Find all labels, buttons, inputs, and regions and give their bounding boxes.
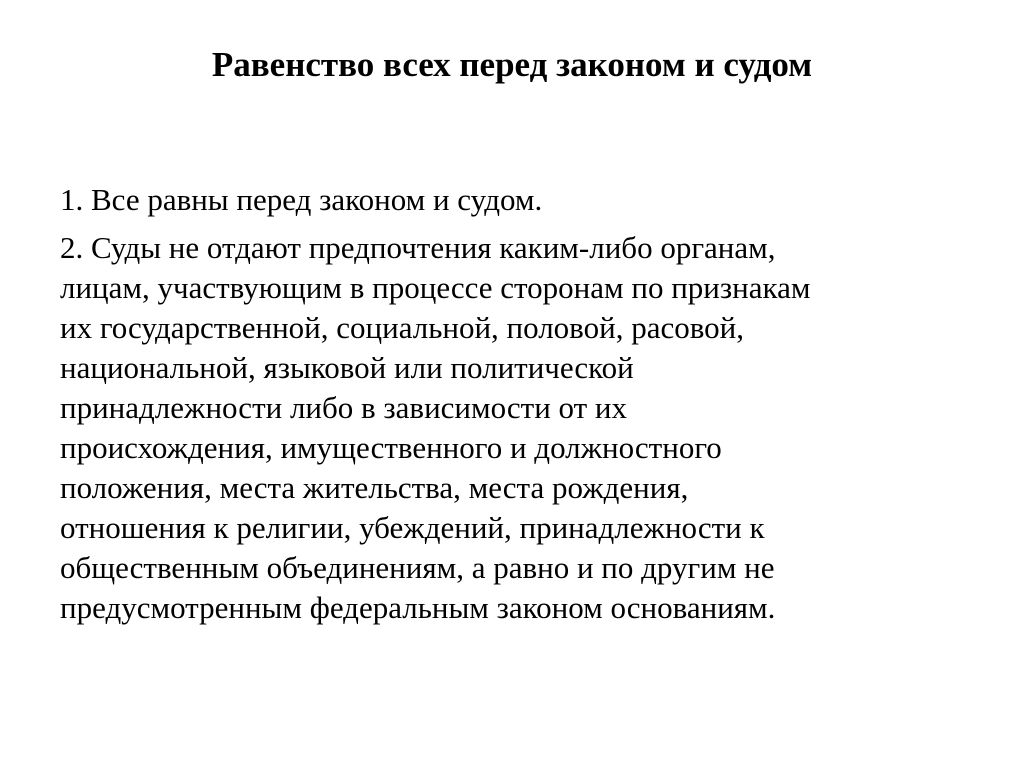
paragraph-2-line: отношения к религии, убеждений, принадлежности к [60, 510, 765, 545]
slide-body [60, 180, 990, 636]
paragraph-2-line: положения, места жительства, места рождения, [60, 470, 689, 505]
paragraph-2-line: 2. Суды не отдают предпочтения каким-либо органам, [60, 230, 776, 265]
paragraph-2-line: национальной, языковой или политической [60, 350, 634, 385]
paragraph-2 [60, 228, 990, 628]
paragraph-1-line: 1. Все равны перед законом и судом. [60, 182, 543, 217]
paragraph-2-line: лицам, участвующим в процессе сторонам по признакам [60, 270, 811, 305]
paragraph-2-line: общественным объединениям, а равно и по другим не [60, 550, 775, 585]
paragraph-2-line: принадлежности либо в зависимости от их [60, 390, 628, 425]
paragraph-1 [60, 180, 990, 220]
paragraph-2-line: их государственной, социальной, половой, расовой, [60, 310, 744, 345]
paragraph-2-line: происхождения, имущественного и должностного [60, 430, 722, 465]
slide-title: Равенство всех перед законом и судом [211, 45, 813, 84]
paragraph-2-line: предусмотренным федеральным законом основаниям. [60, 590, 776, 625]
